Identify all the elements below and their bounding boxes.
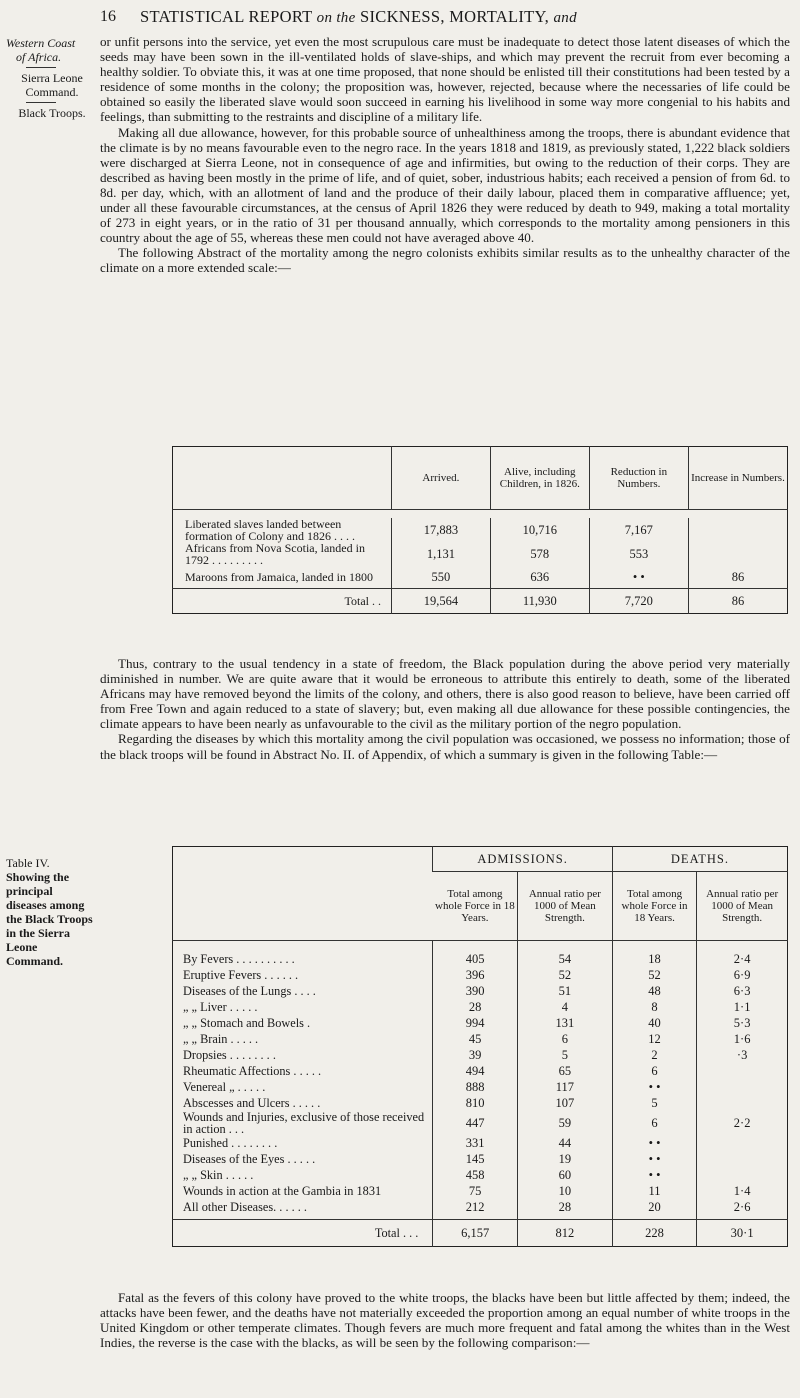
table-row: „ „ Stomach and Bowels . 994 131 40 5·3: [173, 1015, 788, 1031]
table-row: Diseases of the Lungs . . . . 390 51 48 6·3: [173, 983, 788, 999]
margin-note-region: Western Coast of Africa. Sierra Leone Command. Black Troops.: [6, 36, 98, 120]
table-row: Liberated slaves landed between formation of Colony and 1826 . . . . 17,883 10,716 7,167: [173, 518, 788, 542]
table-row: Abscesses and Ulcers . . . . . 810 107 5: [173, 1095, 788, 1111]
table-row: Wounds and Injuries, exclusive of those received in action . . . 447 59 6 2·2: [173, 1111, 788, 1135]
table-row: Diseases of the Eyes . . . . . 145 19 • •: [173, 1151, 788, 1167]
paragraph: or unfit persons into the service, yet even the most scrupulous care must be inadequate to detect those latent diseases of which the seeds may have been sown in the ill-ventilated holds of slave-ships, and which may prevent the recruit from ever becoming a healthy soldier. To obviate this, it was at one time proposed, that none should be enlisted till their constitutions had been tested by a residence of some months in the colony; the proposition was, however, rejected, because where the necessaries of life could be obtained so easily the liberated slave would soon succeed in earning his livelihood in some way more congenial to his habits and feelings, than submitting to the restraints and discipline of a military life.: [100, 34, 790, 125]
margin-note-table: Table IV. Showing the principal diseases among the Black Troops in the Sierra Leone Command.: [6, 856, 93, 968]
table-row: Dropsies . . . . . . . . 39 5 2 ·3: [173, 1047, 788, 1063]
table-row: „ „ Brain . . . . . 45 6 12 1·6: [173, 1031, 788, 1047]
table-row: Maroons from Jamaica, landed in 1800 550 636 • • 86: [173, 566, 788, 589]
paragraph: Regarding the diseases by which this mortality among the civil population was occasioned, we possess no information; those of the black troops will be found in Abstract No. II. of Appendix, of which a summary is given in the following Table:—: [100, 731, 790, 762]
paragraph: Fatal as the fevers of this colony have proved to the white troops, the blacks have been but little affected by them; indeed, the attacks have been fewer, and the deaths have not materially exceeded the proportion among an equal number of white troops in the United Kingdom or other temperate climates. Though fevers are much more frequent and fatal among the whites than in the West Indies, the reverse is the case with the blacks, as will be seen by the following comparison:—: [100, 1290, 790, 1351]
table-row: „ „ Liver . . . . . 28 4 8 1·1: [173, 999, 788, 1015]
page-header: [100, 4, 790, 30]
page-number: 16: [100, 8, 116, 25]
table-total-row: Total . . 19,564 11,930 7,720 86: [173, 589, 788, 614]
body-text-top: [100, 34, 790, 276]
table-row: By Fevers . . . . . . . . . . 405 54 18 2·4: [173, 941, 788, 968]
colonists-abstract-table: Arrived. Alive, including Children, in 1826. Reduction in Numbers. Increase in Numbers. Liberated slaves landed between formation of Colony and 1826 . . . . 17,883 10,716 7,167 Africans from Nova Scotia, landed in 1792 . . . . . . . . . 1,131 578 553 Maroons from Jamaica, landed in 1800 550 636 • • 86 Total . . 19,564 11,930 7,720 86: [172, 446, 788, 614]
body-text-middle: [100, 656, 790, 762]
running-title: STATISTICAL REPORT on the SICKNESS, MORTALITY, and: [140, 7, 577, 26]
table-row: „ „ Skin . . . . . 458 60 • •: [173, 1167, 788, 1183]
paragraph: The following Abstract of the mortality among the negro colonists exhibits similar results as to the unhealthy character of the climate on a more extended scale:—: [100, 245, 790, 276]
body-text-bottom: [100, 1290, 790, 1350]
table-row: Venereal „ . . . . . 888 117 • •: [173, 1079, 788, 1095]
table-row: Rheumatic Affections . . . . . 494 65 6: [173, 1063, 788, 1079]
table-row: Punished . . . . . . . . 331 44 • •: [173, 1135, 788, 1151]
table-row: Eruptive Fevers . . . . . . 396 52 52 6·9: [173, 967, 788, 983]
table-total-row: Total . . . 6,157 812 228 30·1: [173, 1220, 788, 1247]
black-troops-diseases-table: ADMISSIONS. DEATHS. Total among whole Force in 18 Years. Annual ratio per 1000 of Mean Strength. Total among whole Force in 18 Years. Annual ratio per 1000 of Mean Strength. By Fevers . . . . . . . . . . 405 54 18 2·4 Eruptive Fevers . . . . . . 396 52 52 6·9 Diseases of the Lungs . . . . 390 51 48 6·3 „ „ Liver . . . . . 28 4 8 1·1 „ „ Stomach and Bowels . 994 131 40 5·3 „ „ Brain . . . . . 45 6 12 1·6 Dropsies . . . . . . . . 39 5 2 ·3 Rheumatic Affections . . . . . 494 65 6 Venereal „ . . . . . 888 117 • • Abscesses and Ulcers . . . . . 810 107 5 Wounds and Injuries, exclusive of those received in action . . . 447 59 6 2·2 Punished . . . . . . . . 331 44 • • Diseases of the Eyes . . . . . 145 19 • • „ „ Skin . . . . . 458 60 • • Wounds in action at the Gambia in 1831 75 10 11 1·4 All other Diseases. . . . . . 212 28 20 2·6 Total . . . 6,157 812 228 30·1: [172, 846, 788, 1247]
table-row: All other Diseases. . . . . . 212 28 20 2·6: [173, 1199, 788, 1220]
deaths-group-header: DEATHS.: [612, 847, 787, 872]
margin-note-command: Sierra Leone Command.: [21, 71, 83, 99]
paragraph: Thus, contrary to the usual tendency in a state of freedom, the Black population during the above period very materially diminished in number. We are quite aware that it would be erroneous to attribute this entirely to death, some of the liberated Africans may have removed beyond the limits of the colony, and others, there is also good reason to believe, have been carried off from Free Town and again reduced to a state of slavery; but, even making all due allowance for these possible contingencies, the climate appears to have been nearly as unfavourable to the civil as the military portion of the negro population.: [100, 656, 790, 732]
paragraph: Making all due allowance, however, for this probable source of unhealthiness among the troops, there is abundant evidence that the climate is by no means favourable even to the negro race. In the years 1818 and 1819, as previously stated, 1,222 black soldiers were discharged at Sierra Leone, not in consequence of age and infirmities, but owing to the reduction of their corps. They are described as having been mostly in the prime of life, and of quiet, sober, industrious habits; each received a pension of from 6d. to 8d. per day, which, with an allotment of land and the produce of their daily labour, placed them in comparative affluence; yet, under all these favourable circumstances, at the census of April 1826 they were reduced by death to 949, making a total mortality of 273 in eight years, or in the ratio of 31 per thousand annually, which corresponds to the mortality among pensioners in this country about the age of 55, whereas these men could not have averaged above 40.: [100, 124, 790, 246]
admissions-group-header: ADMISSIONS.: [433, 847, 612, 872]
table-row: Wounds in action at the Gambia in 1831 75 10 11 1·4: [173, 1183, 788, 1199]
table-row: Africans from Nova Scotia, landed in 1792 . . . . . . . . . 1,131 578 553: [173, 542, 788, 566]
margin-note-troops: Black Troops.: [18, 106, 86, 120]
